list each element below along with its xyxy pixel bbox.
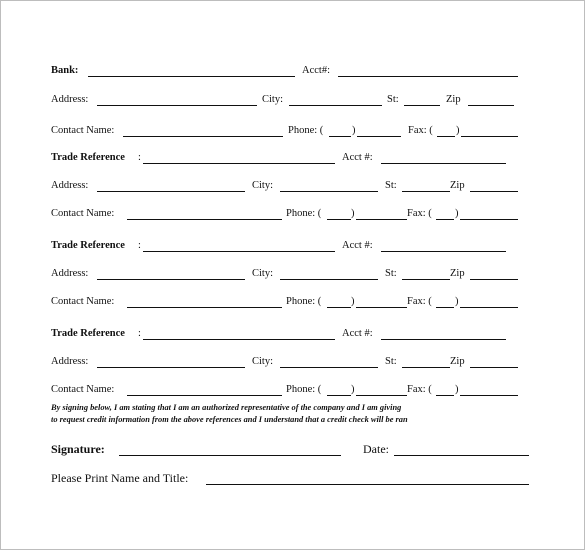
trade-reference-3-fax-field[interactable]: [460, 395, 518, 396]
trade-reference-3-fax-label: Fax: (: [407, 384, 432, 395]
trade-reference-2-zip-field[interactable]: [470, 279, 518, 280]
trade-reference-1-acct-label: Acct #:: [342, 152, 373, 163]
bank-fax-area-field[interactable]: [437, 136, 455, 137]
trade-reference-1-zip-field[interactable]: [470, 191, 518, 192]
disclaimer-line-1: By signing below, I am stating that I am an authorized representative of the company and I am giving: [51, 403, 402, 412]
trade-reference-2-name-field[interactable]: [143, 251, 335, 252]
trade-reference-3-phone-label: Phone: (: [286, 384, 322, 395]
trade-reference-3-address-field[interactable]: [97, 367, 245, 368]
trade-reference-2-st-field[interactable]: [402, 279, 450, 280]
trade-reference-3-colon: :: [138, 328, 141, 339]
trade-reference-1-city-field[interactable]: [280, 191, 378, 192]
trade-reference-3-name-field[interactable]: [143, 339, 335, 340]
trade-reference-2-phone-label: Phone: (: [286, 296, 322, 307]
bank-phone-field[interactable]: [357, 136, 401, 137]
trade-reference-3-city-label: City:: [252, 356, 274, 367]
trade-reference-2-city-field[interactable]: [280, 279, 378, 280]
trade-reference-2-label: Trade Reference: [51, 240, 125, 251]
trade-reference-1-fax-area-field[interactable]: [436, 219, 454, 220]
trade-reference-2-phone-close: ): [351, 296, 355, 307]
bank-city-field[interactable]: [289, 105, 382, 106]
trade-reference-2-fax-field[interactable]: [460, 307, 518, 308]
bank-zip-field[interactable]: [468, 105, 514, 106]
trade-reference-2-st-label: St:: [385, 268, 397, 279]
signature-field[interactable]: [119, 455, 341, 456]
date-field[interactable]: [394, 455, 529, 456]
trade-reference-1-fax-field[interactable]: [460, 219, 518, 220]
trade-reference-1-contact-label: Contact Name:: [51, 208, 115, 219]
trade-reference-3-contact-field[interactable]: [127, 395, 282, 396]
bank-contact-label: Contact Name:: [51, 125, 115, 136]
trade-reference-1-acct-field[interactable]: [381, 163, 506, 164]
trade-reference-3-st-label: St:: [385, 356, 397, 367]
trade-reference-2-contact-field[interactable]: [127, 307, 282, 308]
trade-reference-3-st-field[interactable]: [402, 367, 450, 368]
trade-reference-3-phone-area-field[interactable]: [327, 395, 351, 396]
trade-reference-1-phone-close: ): [351, 208, 355, 219]
bank-city-label: City:: [262, 94, 284, 105]
bank-fax-label: Fax: (: [408, 125, 433, 136]
bank-fax-close: ): [456, 125, 460, 136]
bank-address-label: Address:: [51, 94, 89, 105]
bank-st-field[interactable]: [404, 105, 440, 106]
bank-name-field[interactable]: [88, 76, 295, 77]
trade-reference-2-colon: :: [138, 240, 141, 251]
trade-reference-1-address-label: Address:: [51, 180, 89, 191]
bank-address-field[interactable]: [97, 105, 257, 106]
trade-reference-1-phone-field[interactable]: [356, 219, 407, 220]
bank-label: Bank:: [51, 65, 79, 76]
trade-reference-1-st-label: St:: [385, 180, 397, 191]
trade-reference-2-address-label: Address:: [51, 268, 89, 279]
bank-acct-field[interactable]: [338, 76, 518, 77]
trade-reference-1-phone-label: Phone: (: [286, 208, 322, 219]
trade-reference-2-contact-label: Contact Name:: [51, 296, 115, 307]
bank-phone-close: ): [352, 125, 356, 136]
trade-reference-2-acct-label: Acct #:: [342, 240, 373, 251]
trade-reference-2-fax-area-field[interactable]: [436, 307, 454, 308]
print-name-title-label: Please Print Name and Title:: [51, 471, 189, 485]
trade-reference-1-name-field[interactable]: [143, 163, 335, 164]
trade-reference-2-zip-label: Zip: [450, 268, 465, 279]
disclaimer-line-2: to request credit information from the above references and I understand that a credit check will be ran: [51, 415, 408, 424]
bank-st-label: St:: [387, 94, 399, 105]
trade-reference-3-fax-area-field[interactable]: [436, 395, 454, 396]
trade-reference-1-colon: :: [138, 152, 141, 163]
date-label: Date:: [363, 442, 389, 456]
trade-reference-1-label: Trade Reference: [51, 152, 125, 163]
trade-reference-3-zip-label: Zip: [450, 356, 465, 367]
trade-reference-3-acct-label: Acct #:: [342, 328, 373, 339]
trade-reference-1-contact-field[interactable]: [127, 219, 282, 220]
trade-reference-2-phone-field[interactable]: [356, 307, 407, 308]
trade-reference-3-phone-close: ): [351, 384, 355, 395]
signature-label: Signature:: [51, 442, 105, 456]
trade-reference-2-acct-field[interactable]: [381, 251, 506, 252]
trade-reference-1-phone-area-field[interactable]: [327, 219, 351, 220]
trade-reference-2-phone-area-field[interactable]: [327, 307, 351, 308]
trade-reference-3-phone-field[interactable]: [356, 395, 407, 396]
trade-reference-1-fax-label: Fax: (: [407, 208, 432, 219]
trade-reference-2-fax-label: Fax: (: [407, 296, 432, 307]
bank-phone-area-field[interactable]: [329, 136, 351, 137]
trade-reference-1-city-label: City:: [252, 180, 274, 191]
bank-acct-label: Acct#:: [302, 65, 330, 76]
trade-reference-3-city-field[interactable]: [280, 367, 378, 368]
trade-reference-2-address-field[interactable]: [97, 279, 245, 280]
bank-zip-label: Zip: [446, 94, 461, 105]
trade-reference-1-fax-close: ): [455, 208, 459, 219]
trade-reference-1-address-field[interactable]: [97, 191, 245, 192]
trade-reference-1-zip-label: Zip: [450, 180, 465, 191]
bank-phone-label: Phone: (: [288, 125, 324, 136]
trade-reference-2-city-label: City:: [252, 268, 274, 279]
trade-reference-3-acct-field[interactable]: [381, 339, 506, 340]
trade-reference-3-fax-close: ): [455, 384, 459, 395]
trade-reference-3-contact-label: Contact Name:: [51, 384, 115, 395]
bank-contact-field[interactable]: [123, 136, 283, 137]
trade-reference-1-st-field[interactable]: [402, 191, 450, 192]
print-name-title-field[interactable]: [206, 484, 529, 485]
trade-reference-3-zip-field[interactable]: [470, 367, 518, 368]
bank-fax-field[interactable]: [461, 136, 518, 137]
trade-reference-3-label: Trade Reference: [51, 328, 125, 339]
trade-reference-3-address-label: Address:: [51, 356, 89, 367]
trade-reference-2-fax-close: ): [455, 296, 459, 307]
